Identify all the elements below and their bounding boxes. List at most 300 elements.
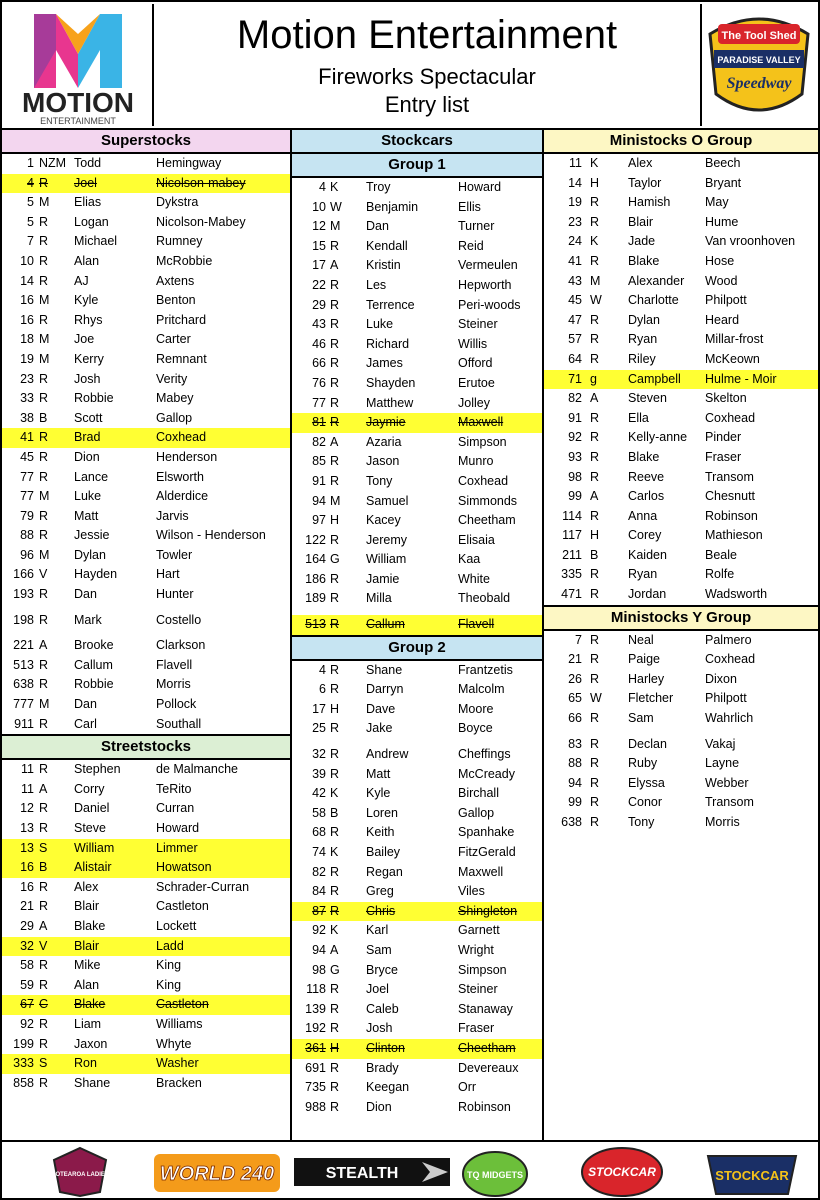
club-code: M (590, 273, 601, 288)
entry-row (2, 636, 290, 656)
stockcar-championships-logo (702, 1146, 802, 1198)
first-name: Mark (74, 612, 102, 627)
car-number: 66 (312, 356, 326, 371)
car-number: 79 (20, 508, 34, 523)
last-name: Wadsworth (705, 587, 768, 602)
first-name: Reeve (628, 469, 665, 484)
last-name: Van vroonhoven (705, 234, 796, 249)
car-number: 68 (312, 825, 326, 840)
first-name: Steve (74, 821, 106, 835)
entry-row (544, 154, 818, 174)
first-name: Ron (74, 1056, 97, 1071)
club-code: G (330, 962, 340, 977)
car-number: 94 (312, 942, 326, 957)
last-name: Limmer (156, 840, 198, 855)
first-name: Shane (366, 662, 403, 677)
club-code: M (39, 195, 50, 210)
club-code: R (39, 253, 49, 268)
entry-row (2, 858, 290, 878)
last-name: Elisaia (458, 532, 495, 547)
first-name: Dion (74, 449, 100, 464)
club-code: R (590, 332, 600, 347)
entry-row (2, 780, 290, 800)
entry-row (544, 193, 818, 213)
last-name: Hart (156, 567, 180, 582)
club-code: B (39, 410, 48, 425)
entry-row (292, 511, 542, 531)
first-name: Blair (74, 899, 100, 914)
last-name: Washer (156, 1056, 199, 1071)
first-name: Rhys (74, 312, 103, 327)
entry-row (292, 276, 542, 296)
entry-row (2, 839, 290, 859)
last-name: Simpson (458, 434, 507, 449)
club-code: R (590, 312, 600, 327)
car-number: 638 (13, 677, 34, 692)
entry-row (544, 370, 818, 390)
last-name: Morris (156, 677, 191, 692)
last-name: Robinson (458, 1099, 511, 1114)
car-number: 15 (312, 238, 326, 253)
first-name: Jake (366, 721, 393, 736)
entry-row (292, 941, 542, 961)
ministocks-o-header: Ministocks O Group (544, 130, 818, 154)
last-name: Simpson (458, 962, 507, 977)
club-code: R (590, 351, 600, 366)
speedway-badge-icon (702, 4, 816, 126)
club-code: R (330, 766, 340, 781)
club-code: R (590, 736, 600, 751)
club-code: R (590, 815, 600, 829)
club-code: R (39, 469, 49, 484)
last-name: Gallop (156, 410, 193, 425)
entry-row (544, 709, 818, 729)
club-code: R (590, 195, 600, 210)
last-name: Hume (705, 214, 739, 229)
last-name: Coxhead (705, 652, 756, 667)
club-code: R (330, 415, 340, 430)
entry-row (2, 272, 290, 292)
club-code: R (39, 657, 49, 672)
car-number: 166 (13, 567, 34, 582)
car-number: 858 (13, 1075, 34, 1090)
first-name: Corey (628, 528, 662, 543)
club-code: H (330, 513, 340, 528)
first-name: Tony (628, 815, 655, 829)
last-name: Carter (156, 332, 191, 347)
first-name: Dan (74, 697, 97, 712)
first-name: Clinton (366, 1040, 405, 1055)
car-number: 83 (568, 736, 582, 751)
first-name: Josh (74, 371, 101, 386)
club-code: R (330, 336, 340, 351)
first-name: Luke (366, 317, 394, 332)
first-name: Dan (366, 219, 389, 234)
last-name: Dixon (705, 671, 737, 686)
club-code: R (39, 821, 49, 835)
left-column (2, 130, 292, 1140)
entry-row (292, 198, 542, 218)
first-name: Jason (366, 454, 400, 469)
last-name: Viles (458, 884, 485, 899)
car-number: 118 (306, 982, 326, 997)
group1-list (292, 178, 542, 635)
entry-row (292, 492, 542, 512)
last-name: Mabey (156, 391, 194, 406)
first-name: Kyle (74, 293, 99, 308)
entry-row (544, 428, 818, 448)
svg-text:The Tool Shed: The Tool Shed (721, 30, 797, 42)
club-code: R (330, 238, 340, 253)
stealth-logo (292, 1146, 452, 1198)
last-name: Flavell (156, 657, 193, 672)
club-code: B (39, 860, 48, 875)
last-name: Howatson (156, 860, 212, 875)
car-number: 186 (305, 571, 326, 586)
first-name: Karl (366, 923, 389, 938)
first-name: Kacey (366, 513, 401, 528)
sponsor-footer (2, 1140, 818, 1200)
first-name: Jaxon (74, 1036, 108, 1051)
car-number: 66 (568, 711, 582, 726)
entry-row (2, 311, 290, 331)
entry-row (544, 585, 818, 605)
entry-row (544, 813, 818, 833)
last-name: Moore (458, 701, 494, 716)
car-number: 513 (305, 617, 326, 632)
last-name: Hemingway (156, 156, 222, 170)
car-number: 74 (312, 845, 326, 859)
club-code: A (330, 434, 339, 449)
last-name: Transom (705, 469, 754, 484)
group2-list (292, 661, 542, 1118)
entry-row (292, 921, 542, 941)
last-name: Hulme - Moir (705, 371, 777, 386)
club-code: R (330, 903, 340, 918)
entry-row (2, 232, 290, 252)
first-name: Kelly-anne (628, 430, 688, 445)
last-name: Webber (705, 775, 749, 790)
car-number: 76 (312, 375, 326, 390)
club-code: R (330, 682, 340, 697)
first-name: Kyle (366, 786, 391, 801)
club-code: R (590, 775, 600, 790)
car-number: 16 (20, 312, 34, 327)
car-number: 19 (568, 195, 582, 210)
last-name: Alderdice (156, 489, 209, 504)
club-code: K (590, 156, 599, 170)
first-name: Todd (74, 156, 102, 170)
car-number: 11 (21, 762, 34, 777)
club-code: R (590, 711, 600, 726)
car-number: 164 (305, 552, 326, 567)
tq-midgets-logo (460, 1146, 530, 1198)
entry-row (544, 409, 818, 429)
club-code: R (39, 391, 49, 406)
first-name: Regan (366, 864, 403, 879)
first-name: Shayden (366, 375, 416, 390)
entry-row (292, 804, 542, 824)
last-name: Simmonds (458, 493, 518, 508)
club-code: R (39, 528, 49, 543)
car-number: 1 (27, 156, 34, 170)
last-name: Nicolson-Mabey (156, 214, 246, 229)
last-name: Fraser (458, 1021, 495, 1036)
car-number: 193 (13, 587, 34, 602)
motion-m-icon (4, 4, 152, 126)
last-name: Wahrlich (705, 711, 754, 726)
entry-row (2, 917, 290, 937)
last-name: Gallop (458, 805, 495, 820)
first-name: Elyssa (628, 775, 665, 790)
entry-row (292, 550, 542, 570)
first-name: Andrew (366, 747, 409, 762)
last-name: Steiner (458, 982, 498, 997)
car-number: 96 (20, 547, 34, 562)
entry-row (2, 976, 290, 996)
car-number: 91 (568, 410, 582, 425)
last-name: Fraser (705, 449, 742, 464)
entry-row (2, 1035, 290, 1055)
last-name: Schrader-Curran (156, 879, 250, 894)
entry-row (2, 213, 290, 233)
club-code: R (330, 297, 340, 312)
club-code: A (330, 258, 339, 273)
streetstocks-list (2, 760, 290, 1093)
car-number: 18 (20, 332, 34, 347)
last-name: Shingleton (458, 903, 518, 918)
entry-row (2, 154, 290, 174)
svg-text:WORLD 240: WORLD 240 (159, 1163, 275, 1185)
last-name: Maxwell (458, 415, 504, 430)
club-code: M (39, 697, 50, 712)
car-number: 12 (312, 219, 326, 234)
last-name: King (156, 958, 182, 973)
svg-text:Speedway: Speedway (726, 75, 792, 92)
entry-row (544, 330, 818, 350)
car-number: 691 (305, 1060, 326, 1075)
club-code: R (39, 587, 49, 602)
car-number: 29 (20, 918, 34, 933)
entry-row (292, 980, 542, 1000)
last-name: Coxhead (705, 410, 756, 425)
club-code: R (330, 825, 340, 840)
last-name: Benton (156, 293, 196, 308)
first-name: AJ (74, 273, 89, 288)
first-name: Blair (74, 938, 100, 953)
club-code: R (330, 356, 340, 371)
car-number: 117 (562, 528, 582, 543)
first-name: Campbell (628, 371, 681, 386)
car-number: 46 (312, 336, 326, 351)
last-name: Layne (705, 756, 740, 771)
club-code: R (330, 864, 340, 879)
first-name: Tony (366, 473, 393, 488)
car-number: 10 (20, 253, 34, 268)
car-number: 45 (20, 449, 34, 464)
entry-row (292, 661, 542, 681)
entry-row (2, 956, 290, 976)
entry-row (544, 507, 818, 527)
car-number: 82 (568, 391, 582, 406)
last-name: Castleton (156, 997, 209, 1012)
entry-row (2, 937, 290, 957)
car-number: 122 (305, 532, 326, 547)
aotearoa-ladies-logo (50, 1146, 110, 1198)
car-number: 199 (13, 1036, 34, 1051)
first-name: Brooke (74, 638, 114, 653)
last-name: Williams (156, 1016, 203, 1031)
club-code: R (330, 473, 340, 488)
entry-row (2, 409, 290, 429)
last-name: Munro (458, 454, 494, 469)
first-name: Logan (74, 214, 109, 229)
entry-row (2, 897, 290, 917)
first-name: Jeremy (366, 532, 407, 547)
first-name: Alex (628, 156, 653, 170)
entry-row (292, 745, 542, 765)
entry-row (2, 878, 290, 898)
entry-row (292, 961, 542, 981)
club-code: R (39, 273, 49, 288)
entry-row (2, 656, 290, 676)
car-number: 77 (20, 489, 34, 504)
first-name: Fletcher (628, 691, 674, 706)
last-name: Southall (156, 716, 202, 731)
entry-row (292, 843, 542, 863)
car-number: 99 (568, 489, 582, 504)
club-code: R (39, 214, 49, 229)
entry-row (292, 863, 542, 883)
entry-row (2, 1074, 290, 1094)
first-name: Matt (74, 508, 99, 523)
club-code: R (330, 395, 340, 410)
car-number: 139 (305, 1001, 326, 1016)
first-name: Milla (366, 591, 392, 606)
first-name: Blake (628, 253, 660, 268)
right-column (544, 130, 818, 1140)
first-name: Keegan (366, 1080, 410, 1095)
entry-row (2, 193, 290, 213)
entry-row (544, 468, 818, 488)
club-code: R (590, 410, 600, 425)
car-number: 91 (312, 473, 326, 488)
club-code: A (590, 391, 599, 406)
car-number: 58 (20, 958, 34, 973)
event-subtitle: Fireworks Spectacular (318, 64, 536, 89)
motion-logo (4, 4, 154, 126)
last-name: Jolley (458, 395, 490, 410)
first-name: Daniel (74, 801, 110, 816)
club-code: R (39, 977, 49, 992)
last-name: Skelton (705, 391, 747, 406)
last-name: Cheetham (458, 1040, 516, 1055)
last-name: White (458, 571, 490, 586)
entry-row (292, 354, 542, 374)
car-number: 26 (568, 671, 582, 686)
svg-text:PARADISE VALLEY: PARADISE VALLEY (717, 55, 801, 65)
entry-row (292, 452, 542, 472)
first-name: Kristin (366, 258, 401, 273)
club-code: R (330, 1021, 340, 1036)
club-code: V (39, 567, 48, 582)
last-name: Flavell (458, 617, 495, 632)
club-code: g (590, 371, 597, 386)
entry-row (544, 546, 818, 566)
ministocks-o-list (544, 154, 818, 605)
first-name: Carlos (628, 489, 665, 504)
entry-row (2, 799, 290, 819)
car-number: 98 (312, 962, 326, 977)
first-name: Dylan (628, 312, 660, 327)
club-code: R (330, 1099, 340, 1114)
first-name: Sam (366, 942, 392, 957)
first-name: Blake (74, 918, 106, 933)
club-code: K (330, 923, 339, 938)
last-name: Heard (705, 312, 740, 327)
car-number: 21 (568, 652, 582, 667)
club-code: R (590, 567, 600, 582)
club-code: R (590, 587, 600, 602)
first-name: Anna (628, 508, 658, 523)
first-name: Alexander (628, 273, 685, 288)
club-code: R (39, 677, 49, 692)
entry-row (292, 902, 542, 922)
first-name: Michael (74, 234, 118, 249)
last-name: Malcolm (458, 682, 505, 697)
last-name: Verity (156, 371, 188, 386)
last-name: FitzGerald (458, 845, 516, 859)
entry-row (2, 1015, 290, 1035)
last-name: de Malmanche (156, 762, 238, 777)
car-number: 94 (568, 775, 582, 790)
last-name: Rumney (156, 234, 203, 249)
club-code: A (39, 918, 48, 933)
svg-text:ENTERTAINMENT: ENTERTAINMENT (40, 116, 116, 126)
club-code: R (330, 1060, 340, 1075)
entry-row (2, 695, 290, 715)
entry-row (292, 823, 542, 843)
paradise-valley-logo (700, 4, 816, 126)
entry-row (544, 735, 818, 755)
first-name: Les (366, 277, 387, 292)
first-name: Richard (366, 336, 410, 351)
last-name: Kaa (458, 552, 481, 567)
car-number: 65 (568, 691, 582, 706)
last-name: King (156, 977, 182, 992)
entry-row (2, 487, 290, 507)
club-code: R (330, 317, 340, 332)
club-code: R (590, 449, 600, 464)
club-code: H (330, 1040, 340, 1055)
first-name: Ella (628, 410, 649, 425)
last-name: Peri-woods (458, 297, 521, 312)
car-number: 25 (312, 721, 326, 736)
last-name: Bracken (156, 1075, 202, 1090)
last-name: Philpott (705, 293, 747, 308)
entry-row (544, 213, 818, 233)
svg-text:TQ MIDGETS: TQ MIDGETS (467, 1170, 523, 1180)
last-name: Lockett (156, 918, 197, 933)
last-name: Orr (458, 1080, 477, 1095)
first-name: Riley (628, 351, 656, 366)
entry-row (2, 174, 290, 194)
club-code: M (330, 493, 341, 508)
club-code: R (39, 762, 49, 777)
club-code: R (330, 571, 340, 586)
last-name: Mathieson (705, 528, 763, 543)
car-number: 41 (568, 253, 582, 268)
